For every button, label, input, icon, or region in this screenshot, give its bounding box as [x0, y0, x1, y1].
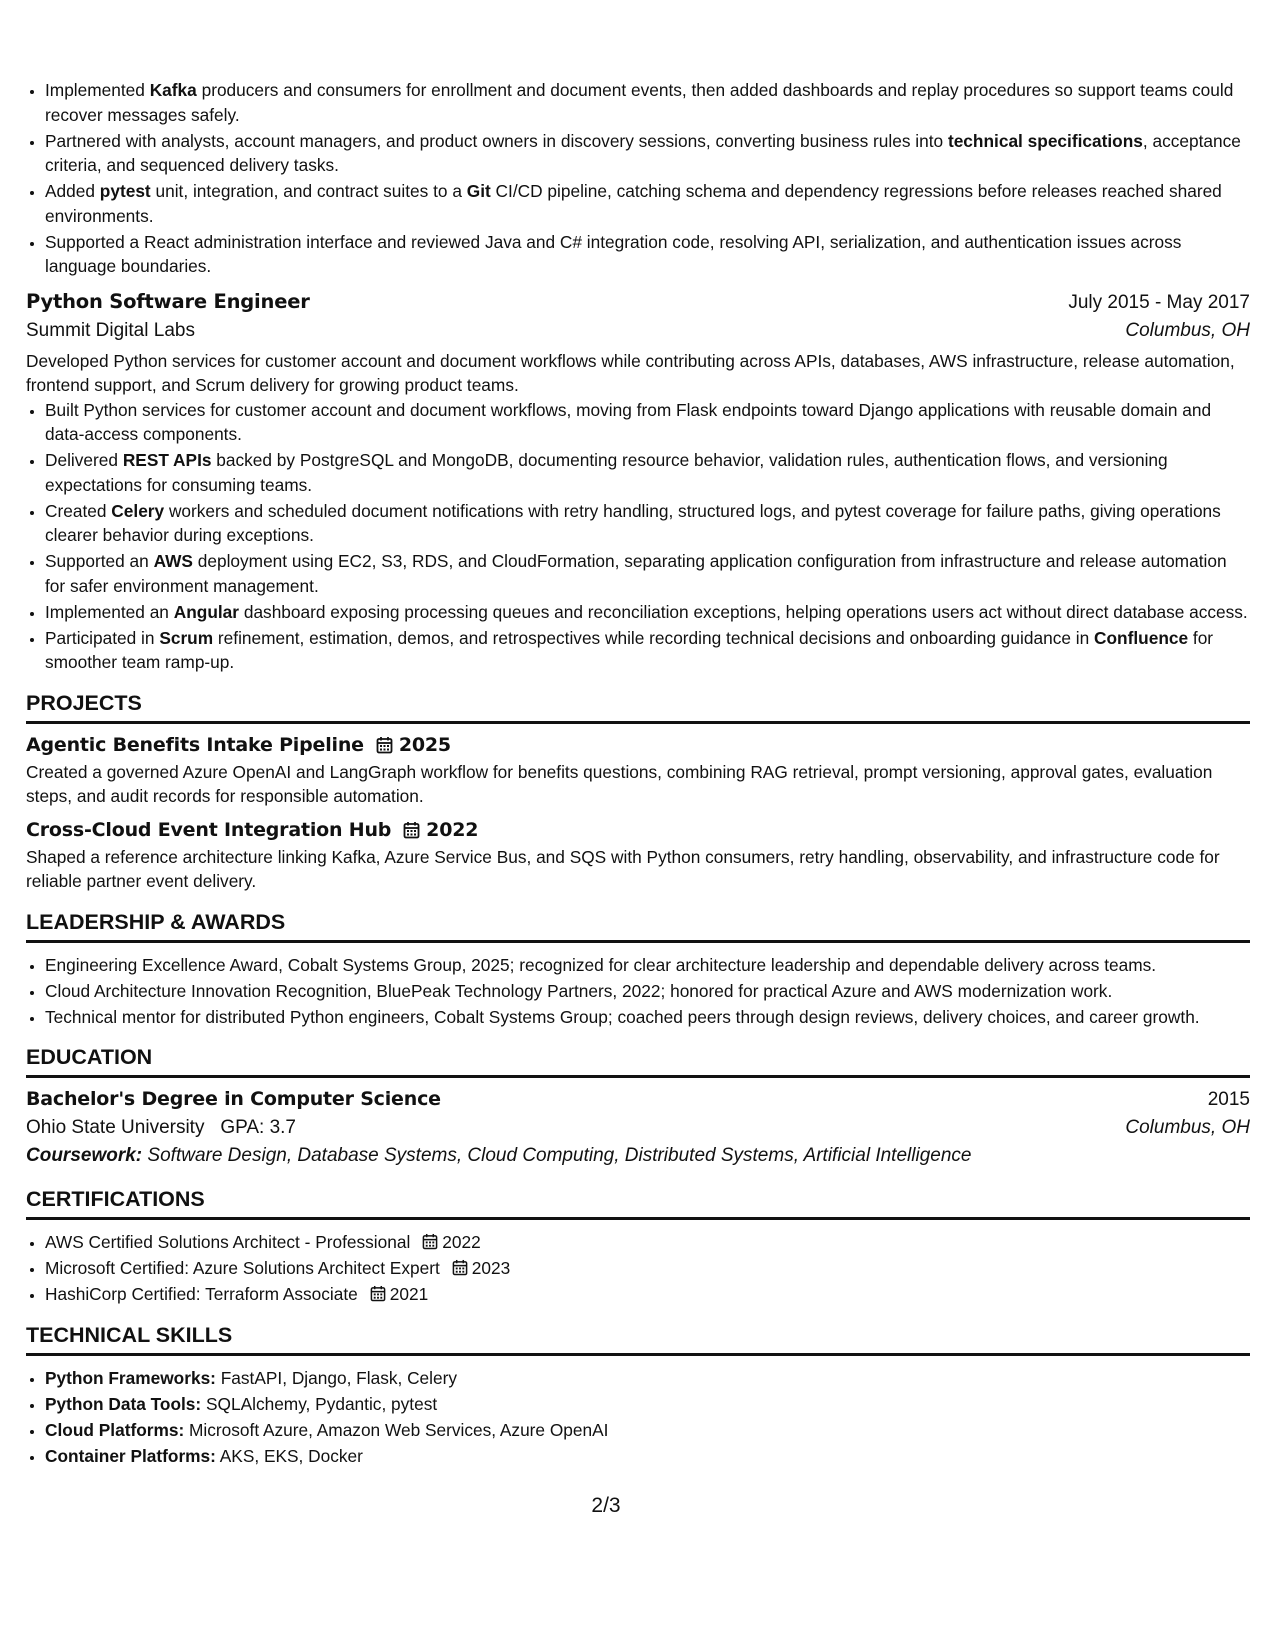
resume-page: [26, 78, 1250, 1470]
skills-section: [26, 1323, 1250, 1469]
project-name: Agentic Benefits Intake Pipeline: [26, 733, 364, 756]
school-location: Columbus, OH: [1125, 1117, 1250, 1138]
project-header: [26, 734, 1250, 756]
leadership-list: [26, 953, 1250, 1030]
list-item: • Python Frameworks: FastAPI, Django, Flask, Celery: [45, 1366, 1250, 1391]
list-item: • Built Python services for customer account and document workflows, moving from Flask endpoints toward Django applications with reusable domain and data-access components.: [45, 398, 1250, 447]
list-item: • Added pytest unit, integration, and contract suites to a Git CI/CD pipeline, catching schema and dependency regressions before releases reached shared environments.: [45, 179, 1250, 228]
section-title: EDUCATION: [26, 1045, 1250, 1078]
job-location: Columbus, OH: [1125, 319, 1250, 341]
job-dates: July 2015 - May 2017: [1068, 291, 1250, 313]
calendar-icon: [422, 1233, 438, 1250]
list-item: • Container Platforms: AKS, EKS, Docker: [45, 1444, 1250, 1469]
education-subheader: [26, 1117, 1250, 1139]
education-header: [26, 1088, 1250, 1111]
section-title: CERTIFICATIONS: [26, 1187, 1250, 1220]
calendar-icon: [403, 821, 420, 839]
school-name: Ohio State University: [26, 1117, 205, 1138]
list-item: • Cloud Platforms: Microsoft Azure, Amazon Web Services, Azure OpenAI: [45, 1418, 1250, 1443]
gpa: GPA: 3.7: [220, 1117, 296, 1138]
coursework-list: Software Design, Database Systems, Cloud Computing, Distributed Systems, Artificial Intelligence: [147, 1145, 972, 1166]
project-header: [26, 819, 1250, 841]
list-item: • Supported an AWS deployment using EC2, S3, RDS, and CloudFormation, separating application configuration from infrastructure and release automation for safer environment management.: [45, 549, 1250, 598]
certifications-section: [26, 1187, 1250, 1307]
skills-list: [26, 1366, 1250, 1469]
job-company: Summit Digital Labs: [26, 319, 195, 341]
job-title: Python Software Engineer: [26, 289, 310, 313]
list-item: • Engineering Excellence Award, Cobalt Systems Group, 2025; recognized for clear architecture leadership and dependable delivery across teams.: [45, 953, 1250, 978]
job-summary: Developed Python services for customer account and document workflows while contributing across APIs, databases, AWS infrastructure, release automation, frontend support, and Scrum delivery for growing product teams.: [26, 350, 1235, 395]
leadership-section: [26, 910, 1250, 1030]
project-year: 2025: [398, 733, 451, 756]
list-item: • HashiCorp Certified: Terraform Associate 2021: [45, 1282, 1250, 1307]
calendar-icon: [452, 1259, 468, 1276]
section-title: TECHNICAL SKILLS: [26, 1323, 1250, 1356]
job-bullets: [26, 398, 1250, 675]
project-description: Shaped a reference architecture linking Kafka, Azure Service Bus, and SQS with Python consumers, retry handling, observability, and infrastructure code for reliable partner event delivery.: [26, 846, 1220, 891]
project-name: Cross-Cloud Event Integration Hub: [26, 818, 392, 841]
list-item: • Partnered with analysts, account managers, and product owners in discovery sessions, converting business rules into technical specifications, acceptance criteria, and sequenced delivery tasks.: [45, 129, 1250, 178]
job-subheader: [26, 320, 1250, 342]
page-number: 2/3: [591, 1494, 621, 1517]
graduation-year: 2015: [1207, 1089, 1250, 1110]
education-section: [26, 1045, 1250, 1167]
project-description: Created a governed Azure OpenAI and LangGraph workflow for benefits questions, combining RAG retrieval, prompt versioning, approval gates, evaluation steps, and audit records for responsible automation.: [26, 761, 1213, 806]
list-item: • AWS Certified Solutions Architect - Professional 2022: [45, 1230, 1250, 1255]
list-item: • Created Celery workers and scheduled document notifications with retry handling, structured logs, and pytest coverage for failure paths, giving operations clearer behavior during exceptions.: [45, 499, 1250, 548]
list-item: • Participated in Scrum refinement, estimation, demos, and retrospectives while recording technical decisions and onboarding guidance in Confluence for smoother team ramp-up.: [45, 626, 1250, 675]
experience-continued-bullets: [26, 78, 1250, 279]
calendar-icon: [370, 1285, 386, 1302]
projects-section: [26, 691, 1250, 894]
project-year: 2022: [426, 818, 479, 841]
list-item: • Cloud Architecture Innovation Recognition, BluePeak Technology Partners, 2022; honored for practical Azure and AWS modernization work.: [45, 979, 1250, 1004]
list-item: • Python Data Tools: SQLAlchemy, Pydantic, pytest: [45, 1392, 1250, 1417]
list-item: • Delivered REST APIs backed by PostgreSQL and MongoDB, documenting resource behavior, validation rules, authentication flows, and versioning expectations for consuming teams.: [45, 448, 1250, 497]
coursework-label: Coursework:: [26, 1145, 143, 1166]
degree: Bachelor's Degree in Computer Science: [26, 1088, 441, 1110]
section-title: LEADERSHIP & AWARDS: [26, 910, 1250, 943]
job-header: [26, 290, 1250, 314]
list-item: • Implemented an Angular dashboard exposing processing queues and reconciliation exceptions, helping operations users act without direct database access.: [45, 600, 1250, 625]
calendar-icon: [376, 736, 393, 754]
section-title: PROJECTS: [26, 691, 1250, 724]
list-item: • Technical mentor for distributed Python engineers, Cobalt Systems Group; coached peers through design reviews, delivery choices, and career growth.: [45, 1005, 1250, 1030]
list-item: • Implemented Kafka producers and consumers for enrollment and document events, then added dashboards and replay procedures so support teams could recover messages safely.: [45, 78, 1250, 127]
list-item: • Microsoft Certified: Azure Solutions Architect Expert 2023: [45, 1256, 1250, 1281]
coursework: [26, 1145, 1250, 1167]
certifications-list: [26, 1230, 1250, 1307]
list-item: • Supported a React administration interface and reviewed Java and C# integration code, resolving API, serialization, and authentication issues across language boundaries.: [45, 230, 1250, 279]
